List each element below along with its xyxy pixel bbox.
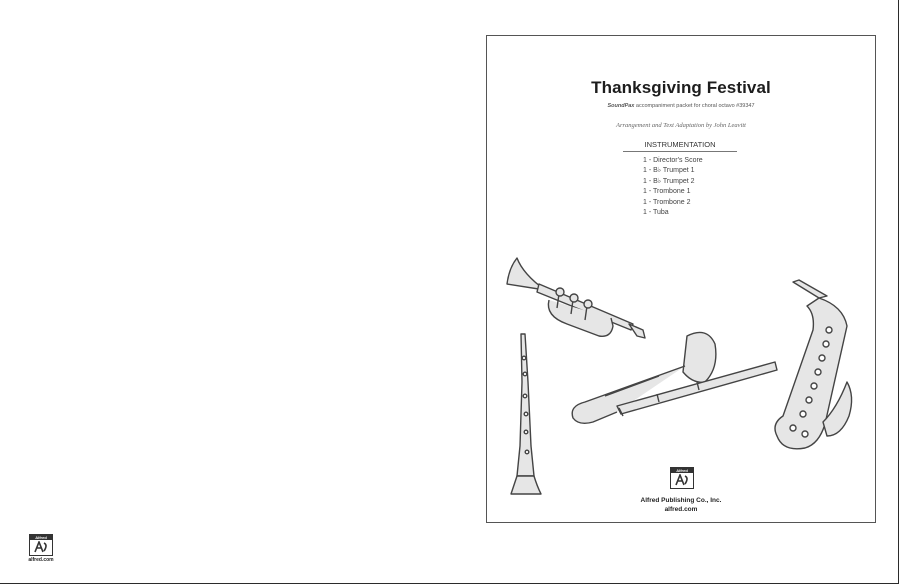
corner-logo [29,534,53,556]
logo-text: Alfred [35,535,47,540]
subtitle-text: accompaniment packet for choral octavo #39347 [634,103,755,109]
list-item: 1 - B♭ Trumpet 1 [643,167,695,175]
cover-page [486,35,876,523]
logo-bar [671,468,693,473]
list-item: 1 - Trombone 2 [643,198,691,206]
cover-title: Thanksgiving Festival [591,78,771,97]
publisher-url: alfred.com [664,505,698,513]
instrumentation-heading: INSTRUMENTATION [623,140,737,152]
list-item: 1 - Tuba [643,209,669,217]
trombone-illustration [572,332,777,423]
list-item: 1 - Director's Score [643,157,703,164]
subtitle-brand: SoundPax [607,103,635,109]
publisher-name: Alfred Publishing Co., Inc. [640,497,722,504]
logo-bar [30,535,52,540]
trumpet-illustration [507,258,645,338]
list-item: 1 - Trombone 1 [643,188,691,196]
logo-text: Alfred [676,468,688,473]
publisher-logo [670,467,694,489]
corner-url: alfred.com [28,557,54,563]
saxophone-illustration [775,280,852,449]
publisher-info [487,497,875,514]
alfred-logo-icon [673,474,690,486]
clarinet-illustration [511,334,541,494]
instrument-illustration [487,36,875,522]
alfred-logo-icon [32,541,49,553]
arranger-credit: Arrangement and Text Adaptation by John Leavitt [616,122,746,129]
list-item: 1 - B♭ Trumpet 2 [643,177,695,185]
